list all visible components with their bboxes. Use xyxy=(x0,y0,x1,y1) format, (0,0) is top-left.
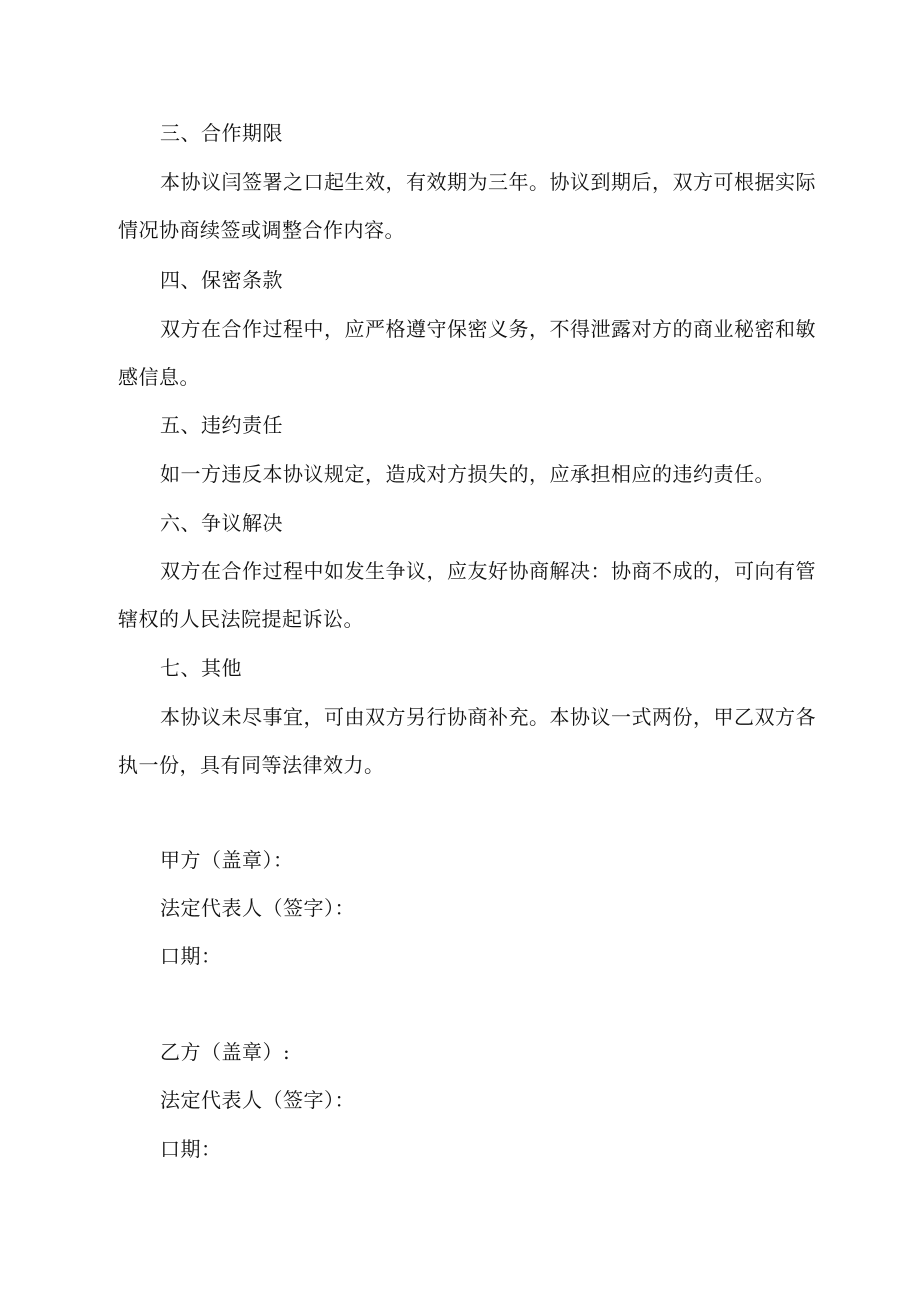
section-7-heading: 七、其他 xyxy=(160,656,242,680)
section-7-line-2: 执一份，具有同等法律效力。 xyxy=(118,753,385,777)
party-a-date-label: 口期： xyxy=(160,944,222,968)
section-6-heading: 六、争议解决 xyxy=(160,511,283,535)
party-a-representative-label: 法定代表人（签字）： xyxy=(160,896,355,920)
party-a-seal-label: 甲方（盖章）： xyxy=(160,848,294,872)
section-4-heading: 四、保密条款 xyxy=(160,268,283,292)
section-3-line-2: 情况协商续签或调整合作内容。 xyxy=(118,218,405,242)
section-7-line-1: 本协议未尽事宜，可由双方另行协商补充。本协议一式两份，甲乙双方各 xyxy=(160,705,816,729)
party-b-seal-label: 乙方（盖章）: xyxy=(160,1040,291,1064)
section-5-line-1: 如一方违反本协议规定，造成对方损失的，应承担相应的违约责任。 xyxy=(160,462,775,486)
section-6-line-1: 双方在合作过程中如发生争议，应友好协商解决：协商不成的，可向有管 xyxy=(160,559,816,583)
party-b-date-label: 口期： xyxy=(160,1137,222,1161)
section-3-heading: 三、合作期限 xyxy=(160,121,283,145)
section-3-line-1: 本协议闫签署之口起生效，有效期为三年。协议到期后，双方可根据实际 xyxy=(160,170,816,194)
section-4-line-2: 感信息。 xyxy=(118,365,200,389)
party-b-representative-label: 法定代表人（签字）： xyxy=(160,1088,355,1112)
section-4-line-1: 双方在合作过程中，应严格遵守保密义务，不得泄露对方的商业秘密和敏 xyxy=(160,317,816,341)
section-6-line-2: 辖权的人民法院提起诉讼。 xyxy=(118,607,364,631)
section-5-heading: 五、违约责任 xyxy=(160,413,283,437)
